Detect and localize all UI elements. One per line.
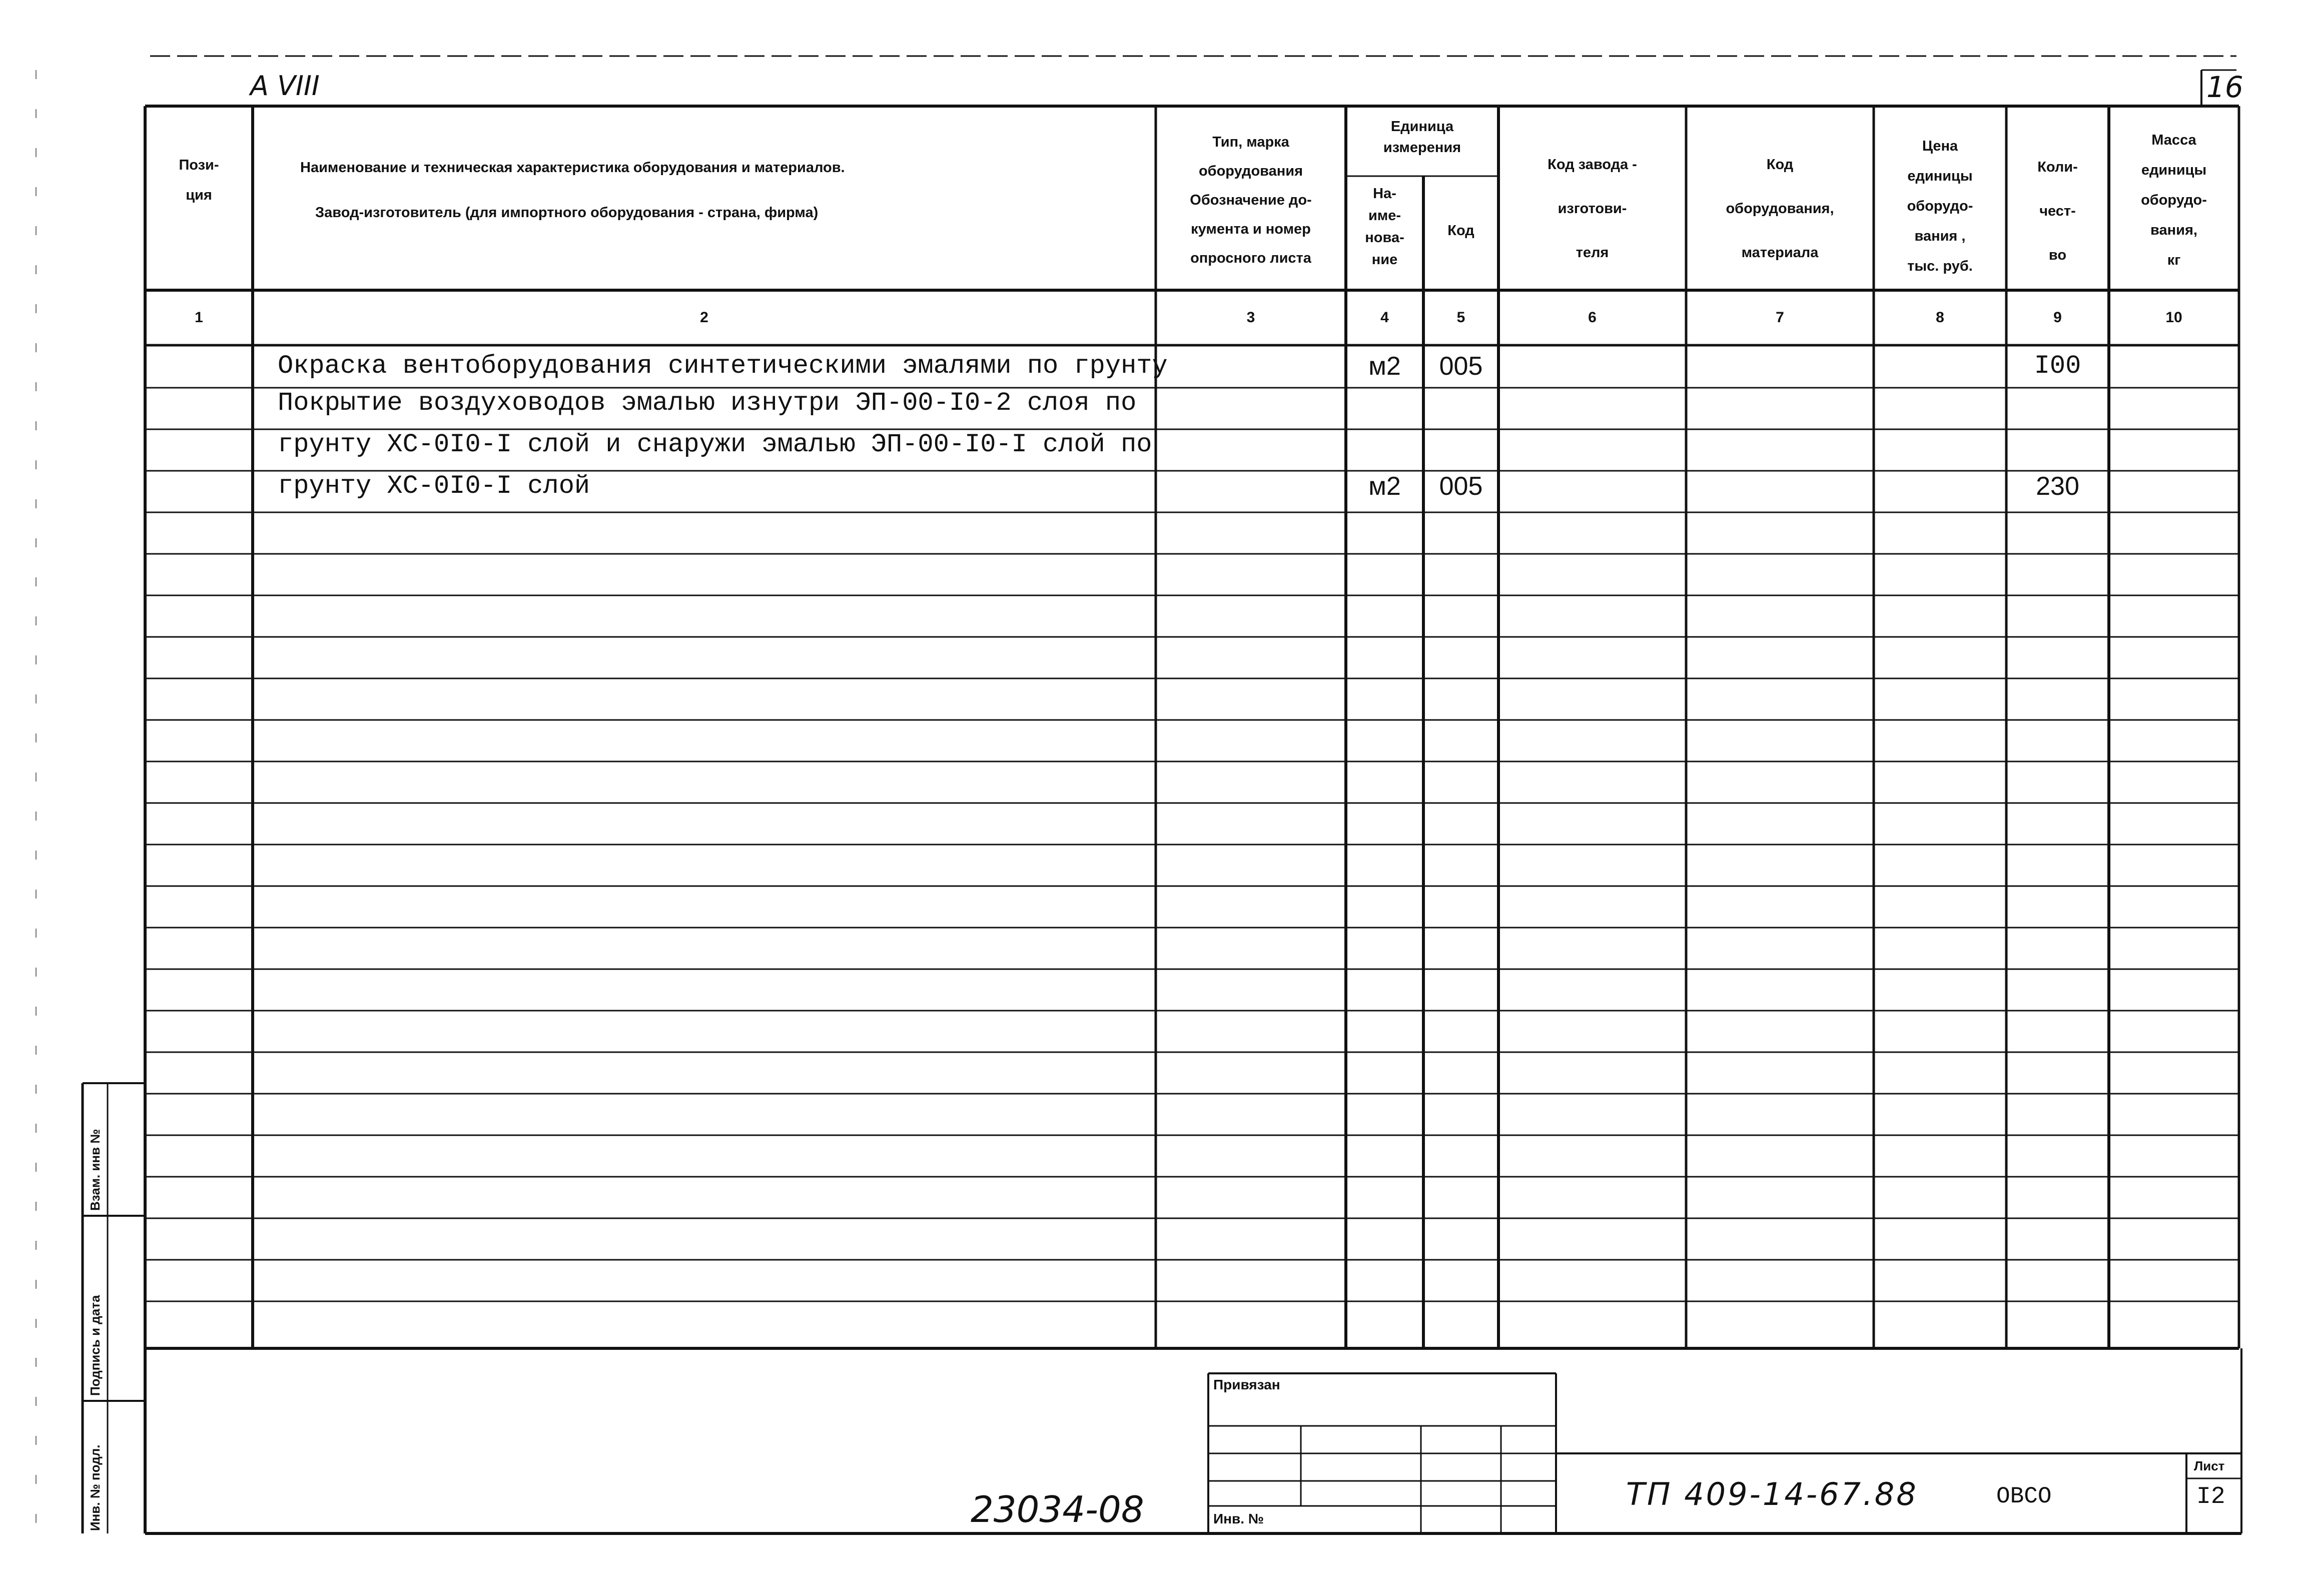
- item-code: 005: [1439, 472, 1483, 501]
- column-number: 8: [1936, 309, 1944, 326]
- sheet-number: I2: [2196, 1483, 2225, 1510]
- header-position: Пози- ция: [179, 157, 219, 203]
- header-name: Наименование и техническая характеристика оборудования и материалов. Завод-изготовитель (для импортного оборудования - страна, фирма): [300, 160, 845, 221]
- section-code: ОВСО: [1996, 1483, 2052, 1509]
- column-number: 1: [195, 309, 203, 326]
- header-type: Тип, марка оборудования Обозначение до- кумента и номер опросного листа: [1190, 134, 1312, 266]
- header-unit-mass: Масса единицы оборудо- вания, кг: [2141, 132, 2207, 268]
- handwritten-number: 23034-08: [971, 1488, 1144, 1530]
- stamp-vzam-inv: Взам. инв №: [88, 1129, 103, 1211]
- column-number: 4: [1380, 309, 1389, 326]
- column-number: 10: [2165, 309, 2182, 326]
- item-unit: м2: [1368, 472, 1401, 501]
- header-quantity: Коли- чест- во: [2037, 159, 2078, 263]
- item-name: грунту ХС-0I0-I слой: [278, 471, 590, 501]
- header-equipment-code: Код оборудования, материала: [1726, 157, 1834, 261]
- item-quantity: I00: [2034, 351, 2081, 381]
- item-name: Окраска вентоборудования синтетическими эмалями по грунту: [278, 351, 1168, 381]
- item-name: грунту ХС-0I0-I слой и снаружи эмалью ЭП-00-I0-I слой по: [278, 430, 1152, 459]
- column-number: 5: [1456, 309, 1465, 326]
- page-number: 16: [2206, 70, 2243, 104]
- header-factory-code: Код завода - изготови- теля: [1548, 157, 1637, 261]
- item-code: 005: [1439, 352, 1483, 381]
- header-unit-group: Единица измерения: [1383, 119, 1461, 156]
- sheet-label: Лист: [2194, 1458, 2225, 1473]
- column-number: 7: [1776, 309, 1784, 326]
- column-number: 9: [2053, 309, 2062, 326]
- inv-no-label: Инв. №: [1213, 1511, 1264, 1526]
- column-number: 2: [700, 309, 708, 326]
- stamp-podpis: Подпись и дата: [88, 1295, 103, 1396]
- column-number: 6: [1588, 309, 1597, 326]
- header-unit-name: На- име- нова- ние: [1365, 186, 1404, 268]
- item-quantity: 230: [2036, 472, 2079, 501]
- document-code: ТП 409-14-67.88: [1626, 1476, 1918, 1512]
- item-name: Покрытие воздуховодов эмалью изнутри ЭП-00-I0-2 слоя по: [278, 388, 1137, 418]
- sheet-mark: A VIII: [250, 70, 320, 102]
- stamp-inv-podl: Инв. № подл.: [88, 1444, 103, 1531]
- privyazan-label: Привязан: [1213, 1377, 1280, 1392]
- item-unit: м2: [1368, 352, 1401, 381]
- header-unit-code: Код: [1447, 223, 1474, 239]
- header-unit-price: Цена единицы оборудо- вания , тыс. руб.: [1907, 138, 1973, 274]
- column-number: 3: [1246, 309, 1255, 326]
